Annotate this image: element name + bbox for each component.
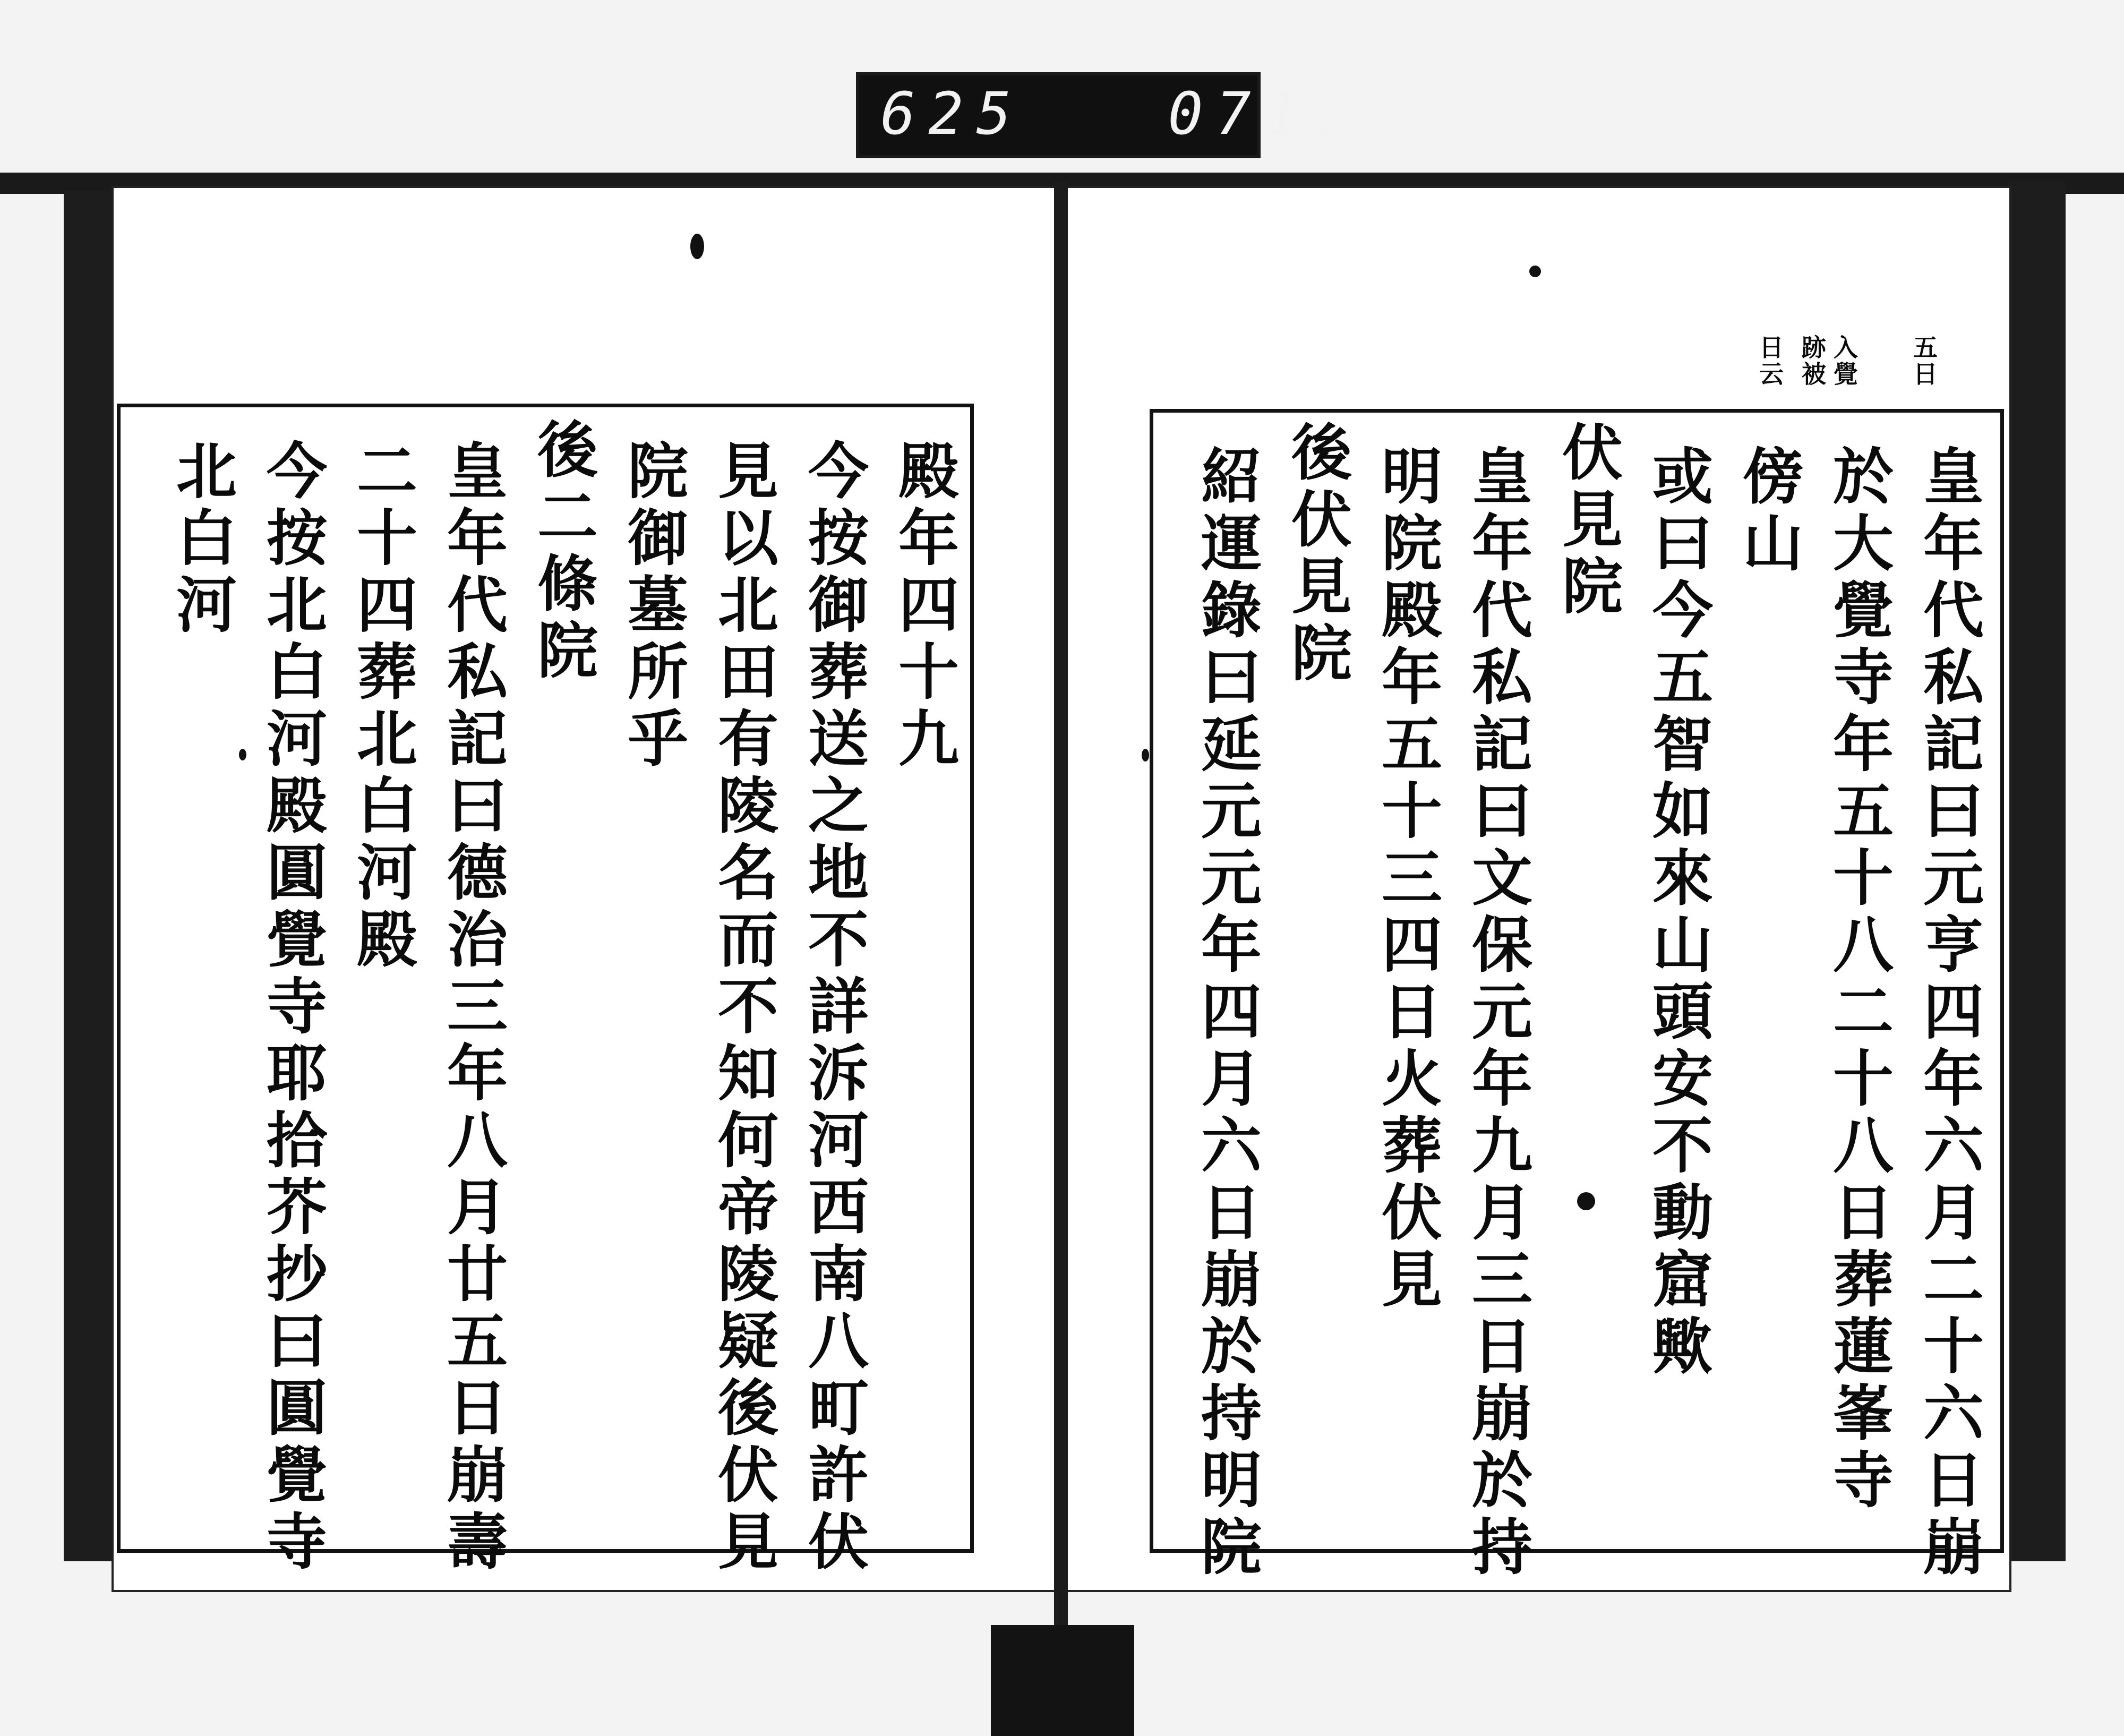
ink-speck bbox=[1529, 266, 1541, 277]
section-heading: 伏見院 bbox=[1552, 421, 1623, 621]
text-column: 院御墓所乎 bbox=[618, 439, 689, 774]
ink-speck bbox=[690, 234, 704, 259]
reel-number-label bbox=[856, 72, 1360, 158]
header-note-4: 日云 bbox=[1755, 335, 1784, 388]
right-text-frame bbox=[1150, 409, 2004, 1582]
header-note-3: 跡被 bbox=[1798, 335, 1827, 388]
text-column: 皇年代私記曰德治三年八月廿五日崩壽 bbox=[437, 439, 508, 1577]
ink-speck bbox=[1142, 749, 1149, 762]
section-heading: 後伏見院 bbox=[1281, 421, 1352, 688]
text-column: 今按北白河殿圓覺寺耶拾芥抄曰圓覺寺 bbox=[256, 439, 328, 1577]
text-column: 二十四葬北白河殿 bbox=[347, 439, 418, 974]
section-heading: 後二條院 bbox=[527, 418, 598, 686]
text-column: 今按御葬送之地不詳泝河西南八町許伏 bbox=[798, 439, 869, 1577]
text-column: 明院殿年五十三四日火葬伏見 bbox=[1372, 444, 1443, 1314]
text-column: 皇年代私記曰元亨四年六月二十六日崩 bbox=[1913, 444, 1984, 1582]
left-cover-edge bbox=[64, 191, 112, 1561]
left-text-frame bbox=[117, 404, 974, 1577]
binding-block bbox=[991, 1625, 1134, 1736]
reel-number-text: 625 071. bbox=[880, 80, 1360, 148]
text-column: 見以北田有陵名而不知何帝陵疑後伏見 bbox=[708, 439, 779, 1577]
text-column: 北白河 bbox=[166, 439, 237, 640]
text-column: 皇年代私記曰文保元年九月三日崩於持 bbox=[1462, 444, 1533, 1582]
text-column: 傍山 bbox=[1733, 444, 1804, 578]
ink-speck bbox=[239, 749, 246, 760]
header-note-1: 五日 bbox=[1909, 335, 1938, 388]
text-column: 殿年四十九 bbox=[888, 439, 960, 774]
right-cover-edge bbox=[2007, 181, 2066, 1561]
text-column: 紹運錄曰延元元年四月六日崩於持明院 bbox=[1191, 444, 1262, 1582]
ink-speck bbox=[1577, 1192, 1595, 1210]
text-column: 於大覺寺年五十八二十八日葬蓮峯寺 bbox=[1823, 444, 1894, 1515]
book-gutter bbox=[1054, 181, 1068, 1636]
header-note-2: 入覺 bbox=[1830, 335, 1858, 388]
text-column: 或曰今五智如來山頭安不動窟歟 bbox=[1642, 444, 1714, 1381]
